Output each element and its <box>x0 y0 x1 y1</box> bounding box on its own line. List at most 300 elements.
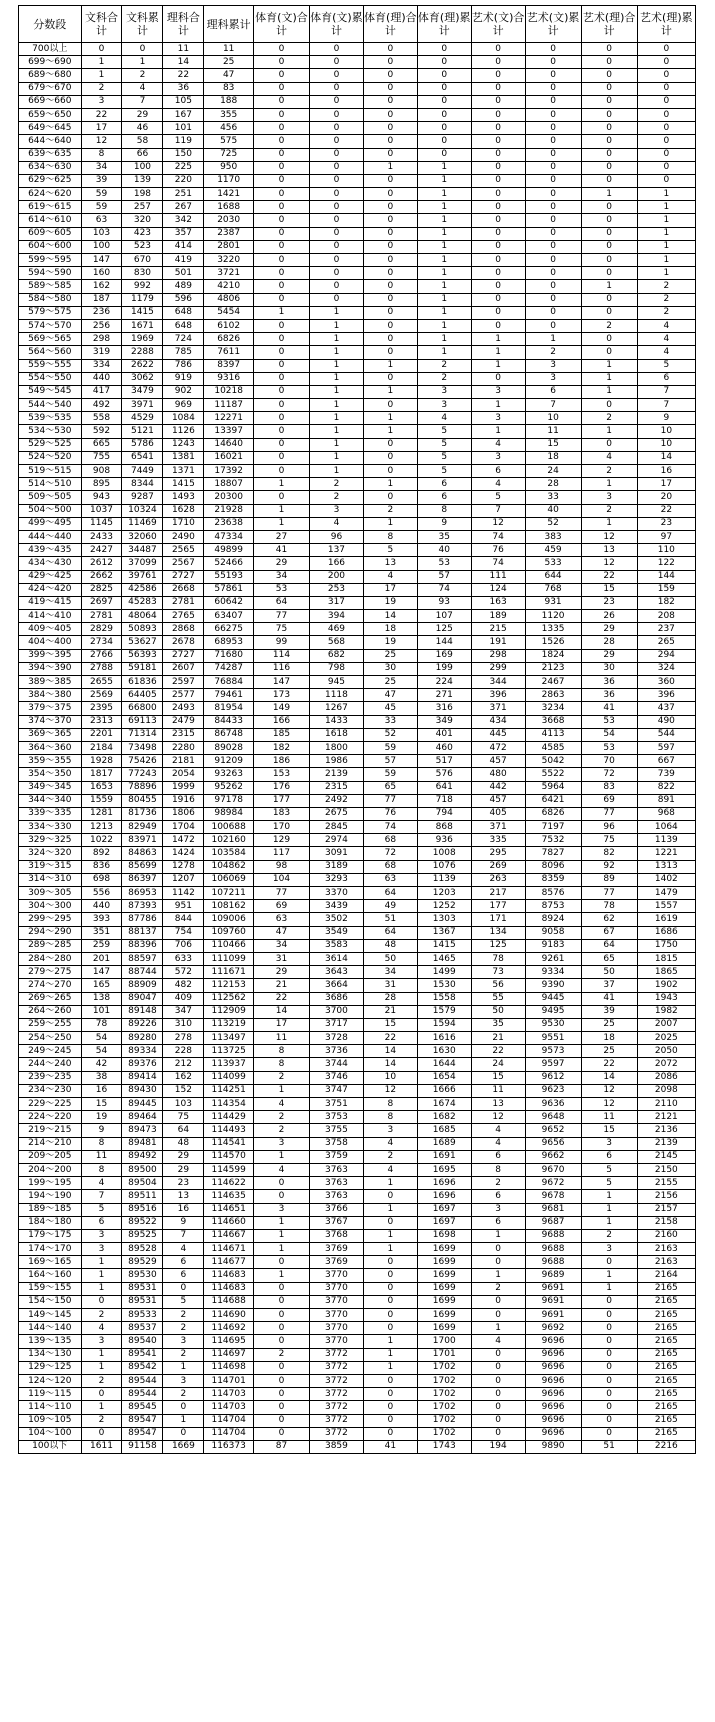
table-cell: 299 <box>471 662 525 675</box>
table-cell: 0 <box>253 122 309 135</box>
table-row <box>19 267 696 280</box>
table-cell: 2 <box>163 1388 204 1401</box>
score-range-cell: 179～175 <box>19 1229 82 1242</box>
table-cell: 80455 <box>122 794 163 807</box>
table-cell: 3 <box>363 1124 417 1137</box>
table-cell: 113725 <box>204 1045 254 1058</box>
table-cell: 3 <box>581 1137 637 1150</box>
table-cell: 1 <box>310 372 364 385</box>
table-cell: 9445 <box>525 992 581 1005</box>
table-cell: 55 <box>471 992 525 1005</box>
table-row <box>19 728 696 741</box>
table-cell: 64 <box>363 926 417 939</box>
table-cell: 83 <box>581 781 637 794</box>
table-cell: 1267 <box>310 702 364 715</box>
table-cell: 9696 <box>525 1335 581 1348</box>
table-cell: 1064 <box>637 821 695 834</box>
table-cell: 9696 <box>525 1361 581 1374</box>
table-cell: 263 <box>471 873 525 886</box>
table-cell: 1 <box>310 451 364 464</box>
table-cell: 2492 <box>310 794 364 807</box>
table-cell: 440 <box>81 372 122 385</box>
table-row <box>19 372 696 385</box>
table-cell: 3751 <box>310 1098 364 1111</box>
table-cell: 0 <box>471 201 525 214</box>
table-cell: 2607 <box>163 662 204 675</box>
table-cell: 1699 <box>417 1243 471 1256</box>
table-cell: 1 <box>363 1229 417 1242</box>
table-cell: 78896 <box>122 781 163 794</box>
table-cell: 3770 <box>310 1282 364 1295</box>
table-row <box>19 794 696 807</box>
table-cell: 0 <box>471 95 525 108</box>
table-cell: 81954 <box>204 702 254 715</box>
table-row <box>19 293 696 306</box>
column-header: 艺术(文)累计 <box>525 6 581 43</box>
table-cell: 14 <box>253 1005 309 1018</box>
table-cell: 59 <box>363 741 417 754</box>
table-cell: 2801 <box>204 240 254 253</box>
table-cell: 1 <box>310 425 364 438</box>
table-row <box>19 1414 696 1427</box>
table-cell: 0 <box>525 280 581 293</box>
table-cell: 114695 <box>204 1335 254 1348</box>
table-cell: 111671 <box>204 966 254 979</box>
table-cell: 8 <box>253 1045 309 1058</box>
score-range-cell: 289～285 <box>19 939 82 952</box>
table-cell: 9612 <box>525 1071 581 1084</box>
table-cell: 1685 <box>417 1124 471 1137</box>
table-cell: 334 <box>81 359 122 372</box>
table-cell: 0 <box>253 346 309 359</box>
table-cell: 1653 <box>81 781 122 794</box>
score-range-cell: 369～365 <box>19 728 82 741</box>
table-cell: 394 <box>310 610 364 623</box>
table-row <box>19 504 696 517</box>
table-cell: 2163 <box>637 1256 695 1269</box>
table-cell: 88396 <box>122 939 163 952</box>
table-cell: 46 <box>122 122 163 135</box>
table-cell: 0 <box>310 56 364 69</box>
table-cell: 2155 <box>637 1177 695 1190</box>
score-range-cell: 164～160 <box>19 1269 82 1282</box>
table-cell: 9530 <box>525 1018 581 1031</box>
table-cell: 66800 <box>122 702 163 715</box>
table-cell: 267 <box>163 201 204 214</box>
table-cell: 18807 <box>204 478 254 491</box>
table-cell: 63407 <box>204 610 254 623</box>
table-cell: 89226 <box>122 1018 163 1031</box>
table-cell: 1465 <box>417 952 471 965</box>
table-cell: 3 <box>581 1243 637 1256</box>
table-cell: 2 <box>581 465 637 478</box>
table-cell: 644 <box>525 570 581 583</box>
table-cell: 0 <box>363 293 417 306</box>
table-cell: 159 <box>637 583 695 596</box>
table-cell: 76 <box>363 807 417 820</box>
table-cell: 0 <box>363 1309 417 1322</box>
table-cell: 77243 <box>122 768 163 781</box>
table-cell: 3772 <box>310 1374 364 1387</box>
table-cell: 82 <box>581 847 637 860</box>
table-cell: 9691 <box>525 1282 581 1295</box>
table-cell: 2315 <box>310 781 364 794</box>
table-cell: 89464 <box>122 1111 163 1124</box>
table-cell: 5121 <box>122 425 163 438</box>
table-cell: 1806 <box>163 807 204 820</box>
column-header: 艺术(理)累计 <box>637 6 695 43</box>
table-cell: 2479 <box>163 715 204 728</box>
table-cell: 6541 <box>122 451 163 464</box>
table-row <box>19 95 696 108</box>
table-cell: 1696 <box>417 1177 471 1190</box>
table-cell: 0 <box>253 69 309 82</box>
table-cell: 2569 <box>81 689 122 702</box>
score-range-cell: 119～115 <box>19 1388 82 1401</box>
table-cell: 0 <box>363 267 417 280</box>
table-row <box>19 1361 696 1374</box>
table-cell: 0 <box>253 385 309 398</box>
table-cell: 357 <box>163 227 204 240</box>
table-cell: 37099 <box>122 557 163 570</box>
table-cell: 1118 <box>310 689 364 702</box>
table-cell: 2313 <box>81 715 122 728</box>
table-cell: 0 <box>363 1269 417 1282</box>
table-cell: 0 <box>525 43 581 56</box>
table-cell: 1 <box>253 1269 309 1282</box>
table-cell: 718 <box>417 794 471 807</box>
table-cell: 69 <box>581 794 637 807</box>
table-cell: 58 <box>122 135 163 148</box>
table-cell: 2825 <box>81 583 122 596</box>
table-cell: 739 <box>637 768 695 781</box>
table-cell: 0 <box>581 122 637 135</box>
table-cell: 349 <box>417 715 471 728</box>
table-cell: 92 <box>581 860 637 873</box>
score-range-cell: 269～265 <box>19 992 82 1005</box>
score-range-cell: 149～145 <box>19 1309 82 1322</box>
table-cell: 1 <box>253 1084 309 1097</box>
table-cell: 147 <box>81 254 122 267</box>
table-cell: 0 <box>363 491 417 504</box>
table-cell: 63 <box>81 214 122 227</box>
score-range-cell: 129～125 <box>19 1361 82 1374</box>
table-cell: 83 <box>204 82 254 95</box>
table-cell: 1203 <box>417 887 471 900</box>
table-cell: 9656 <box>525 1137 581 1150</box>
table-cell: 445 <box>471 728 525 741</box>
table-row <box>19 1256 696 1269</box>
table-cell: 101 <box>163 122 204 135</box>
table-cell: 4 <box>81 1322 122 1335</box>
table-cell: 0 <box>581 1335 637 1348</box>
table-cell: 409 <box>163 992 204 1005</box>
table-cell: 568 <box>310 636 364 649</box>
table-cell: 3753 <box>310 1111 364 1124</box>
table-cell: 1 <box>417 174 471 187</box>
table-cell: 4 <box>310 517 364 530</box>
table-cell: 9681 <box>525 1203 581 1216</box>
table-cell: 1 <box>81 1361 122 1374</box>
score-range-cell: 559～555 <box>19 359 82 372</box>
table-cell: 0 <box>163 1427 204 1440</box>
table-cell: 64405 <box>122 689 163 702</box>
table-cell: 1 <box>81 56 122 69</box>
table-cell: 89537 <box>122 1322 163 1335</box>
table-cell: 31 <box>363 979 417 992</box>
table-cell: 60642 <box>204 596 254 609</box>
table-cell: 0 <box>637 95 695 108</box>
table-cell: 1213 <box>81 821 122 834</box>
table-cell: 2668 <box>163 583 204 596</box>
table-cell: 2 <box>417 359 471 372</box>
table-cell: 89530 <box>122 1269 163 1282</box>
table-cell: 54 <box>81 1045 122 1058</box>
table-cell: 49899 <box>204 544 254 557</box>
table-cell: 114660 <box>204 1216 254 1229</box>
table-cell: 1126 <box>163 425 204 438</box>
table-cell: 47 <box>204 69 254 82</box>
table-cell: 0 <box>253 1295 309 1308</box>
table-cell: 77 <box>581 887 637 900</box>
table-cell: 17 <box>363 583 417 596</box>
table-cell: 830 <box>122 267 163 280</box>
table-cell: 0 <box>363 174 417 187</box>
table-cell: 0 <box>525 254 581 267</box>
table-cell: 5 <box>417 438 471 451</box>
table-cell: 0 <box>471 43 525 56</box>
table-cell: 3770 <box>310 1309 364 1322</box>
table-cell: 1 <box>310 465 364 478</box>
column-header: 理科合计 <box>163 6 204 43</box>
table-cell: 0 <box>581 267 637 280</box>
table-cell: 14 <box>363 610 417 623</box>
table-cell: 2139 <box>637 1137 695 1150</box>
table-cell: 1 <box>471 425 525 438</box>
table-cell: 259 <box>81 939 122 952</box>
table-cell: 822 <box>637 781 695 794</box>
table-cell: 0 <box>310 43 364 56</box>
table-row <box>19 188 696 201</box>
table-cell: 7 <box>81 1190 122 1203</box>
table-cell: 0 <box>417 135 471 148</box>
table-cell: 48064 <box>122 610 163 623</box>
table-cell: 11 <box>581 1111 637 1124</box>
table-cell: 36 <box>581 676 637 689</box>
table-cell: 0 <box>471 56 525 69</box>
table-cell: 1142 <box>163 887 204 900</box>
table-cell: 13 <box>163 1190 204 1203</box>
table-cell: 0 <box>310 69 364 82</box>
table-cell: 0 <box>525 267 581 280</box>
table-cell: 70 <box>581 755 637 768</box>
score-range-cell: 174～170 <box>19 1243 82 1256</box>
table-cell: 0 <box>471 135 525 148</box>
table-cell: 0 <box>471 319 525 332</box>
table-cell: 68 <box>363 860 417 873</box>
table-cell: 0 <box>525 122 581 135</box>
table-cell: 11 <box>81 1150 122 1163</box>
table-cell: 298 <box>81 333 122 346</box>
table-cell: 9696 <box>525 1388 581 1401</box>
table-cell: 0 <box>471 1414 525 1427</box>
table-cell: 0 <box>637 43 695 56</box>
table-cell: 3 <box>471 1203 525 1216</box>
table-cell: 68953 <box>204 636 254 649</box>
table-cell: 1 <box>163 1361 204 1374</box>
table-cell: 27 <box>253 530 309 543</box>
table-cell: 0 <box>471 1309 525 1322</box>
score-range-cell: 700以上 <box>19 43 82 56</box>
table-cell: 2727 <box>163 570 204 583</box>
column-header: 艺术(理)合计 <box>581 6 637 43</box>
table-cell: 73498 <box>122 741 163 754</box>
score-range-cell: 239～235 <box>19 1071 82 1084</box>
table-cell: 3770 <box>310 1295 364 1308</box>
table-cell: 0 <box>310 280 364 293</box>
table-cell: 3744 <box>310 1058 364 1071</box>
table-cell: 0 <box>471 82 525 95</box>
table-cell: 8397 <box>204 359 254 372</box>
table-row <box>19 227 696 240</box>
table-cell: 641 <box>417 781 471 794</box>
table-cell: 2 <box>417 372 471 385</box>
table-cell: 0 <box>417 122 471 135</box>
table-cell: 6 <box>581 1150 637 1163</box>
table-cell: 992 <box>122 280 163 293</box>
table-cell: 91209 <box>204 755 254 768</box>
table-cell: 558 <box>81 412 122 425</box>
table-cell: 99 <box>253 636 309 649</box>
table-cell: 936 <box>417 834 471 847</box>
table-row <box>19 979 696 992</box>
table-cell: 9691 <box>525 1309 581 1322</box>
table-cell: 84863 <box>122 847 163 860</box>
table-cell: 2829 <box>81 623 122 636</box>
table-row <box>19 161 696 174</box>
table-cell: 114429 <box>204 1111 254 1124</box>
table-cell: 0 <box>363 280 417 293</box>
table-cell: 2467 <box>525 676 581 689</box>
score-range-cell: 579～575 <box>19 306 82 319</box>
table-cell: 220 <box>163 174 204 187</box>
table-cell: 1695 <box>417 1163 471 1176</box>
table-cell: 1 <box>253 517 309 530</box>
table-cell: 1 <box>363 1361 417 1374</box>
table-cell: 0 <box>163 1282 204 1295</box>
table-cell: 482 <box>163 979 204 992</box>
score-range-cell: 599～595 <box>19 254 82 267</box>
table-cell: 89541 <box>122 1348 163 1361</box>
table-cell: 14 <box>163 56 204 69</box>
table-cell: 3220 <box>204 254 254 267</box>
table-cell: 89545 <box>122 1401 163 1414</box>
table-cell: 147 <box>81 966 122 979</box>
table-row <box>19 702 696 715</box>
table-cell: 201 <box>81 952 122 965</box>
table-cell: 1037 <box>81 504 122 517</box>
table-cell: 1 <box>637 227 695 240</box>
table-cell: 189 <box>471 610 525 623</box>
table-cell: 0 <box>253 1190 309 1203</box>
table-cell: 1902 <box>637 979 695 992</box>
table-row <box>19 1401 696 1414</box>
table-cell: 22 <box>581 1058 637 1071</box>
table-cell: 0 <box>253 240 309 253</box>
table-cell: 14 <box>637 451 695 464</box>
table-cell: 15 <box>581 583 637 596</box>
table-cell: 501 <box>163 267 204 280</box>
table-cell: 37 <box>581 979 637 992</box>
table-cell: 265 <box>637 636 695 649</box>
table-cell: 0 <box>637 174 695 187</box>
table-cell: 2655 <box>81 676 122 689</box>
table-cell: 89492 <box>122 1150 163 1163</box>
table-cell: 1 <box>581 1203 637 1216</box>
table-cell: 103 <box>81 227 122 240</box>
table-cell: 1402 <box>637 873 695 886</box>
table-cell: 2030 <box>204 214 254 227</box>
table-cell: 1 <box>637 240 695 253</box>
table-cell: 2165 <box>637 1427 695 1440</box>
score-range-cell: 344～340 <box>19 794 82 807</box>
table-cell: 86748 <box>204 728 254 741</box>
table-cell: 489 <box>163 280 204 293</box>
table-cell: 9696 <box>525 1401 581 1414</box>
table-cell: 0 <box>363 1256 417 1269</box>
table-cell: 269 <box>471 860 525 873</box>
table-cell: 29 <box>163 1150 204 1163</box>
table-cell: 40 <box>525 504 581 517</box>
table-cell: 1 <box>363 412 417 425</box>
table-cell: 2165 <box>637 1322 695 1335</box>
score-range-cell: 439～435 <box>19 544 82 557</box>
table-cell: 101 <box>81 1005 122 1018</box>
table-cell: 5454 <box>204 306 254 319</box>
table-cell: 480 <box>471 768 525 781</box>
table-row <box>19 43 696 56</box>
table-cell: 1 <box>81 1282 122 1295</box>
table-cell: 28 <box>581 636 637 649</box>
table-cell: 96 <box>581 821 637 834</box>
table-cell: 2184 <box>81 741 122 754</box>
table-cell: 7 <box>122 95 163 108</box>
table-cell: 114541 <box>204 1137 254 1150</box>
table-cell: 0 <box>637 135 695 148</box>
table-cell: 945 <box>310 676 364 689</box>
table-cell: 9688 <box>525 1256 581 1269</box>
table-cell: 472 <box>471 741 525 754</box>
table-cell: 42586 <box>122 583 163 596</box>
table-cell: 320 <box>122 214 163 227</box>
table-cell: 1 <box>637 267 695 280</box>
table-cell: 1 <box>471 333 525 346</box>
table-cell: 116 <box>253 662 309 675</box>
table-cell: 3643 <box>310 966 364 979</box>
table-cell: 2 <box>81 1374 122 1387</box>
score-range-cell: 624～620 <box>19 188 82 201</box>
table-cell: 0 <box>81 1427 122 1440</box>
table-cell: 3 <box>163 1374 204 1387</box>
table-cell: 0 <box>581 1427 637 1440</box>
table-cell: 0 <box>253 108 309 121</box>
table-row <box>19 636 696 649</box>
table-cell: 51 <box>363 913 417 926</box>
table-cell: 0 <box>310 108 364 121</box>
table-cell: 0 <box>253 267 309 280</box>
table-cell: 1579 <box>417 1005 471 1018</box>
table-cell: 0 <box>253 161 309 174</box>
